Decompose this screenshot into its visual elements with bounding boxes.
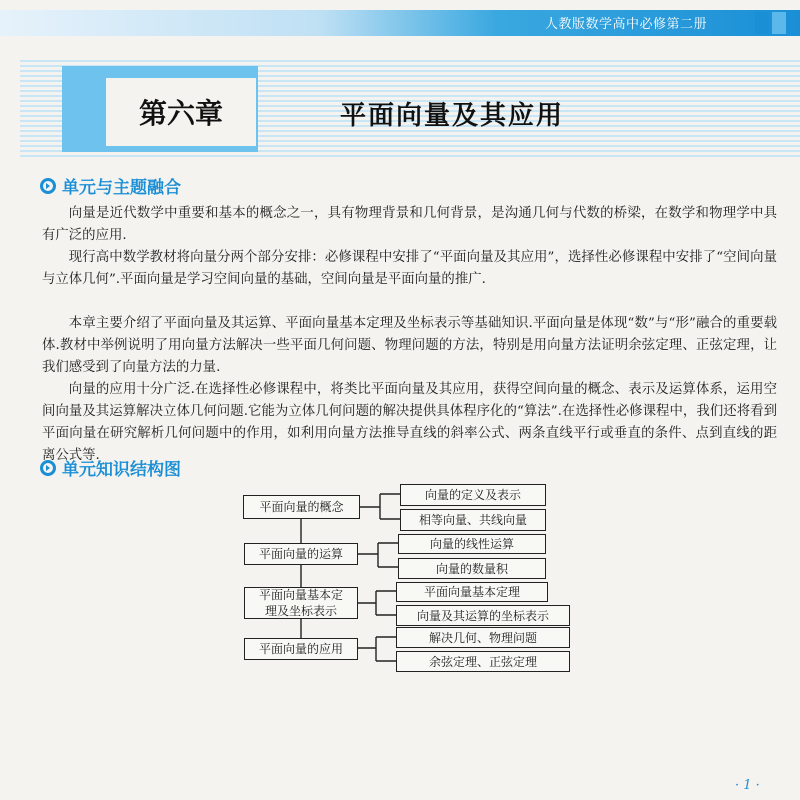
sub-node: 解决几何、物理问题	[396, 627, 570, 648]
main-node: 平面向量基本定理及坐标表示	[244, 587, 358, 619]
book-title: 人教版数学高中必修第二册	[545, 17, 708, 32]
sub-node: 向量的定义及表示	[400, 484, 546, 506]
sub-node: 平面向量基本定理	[396, 582, 548, 602]
sub-node: 向量的线性运算	[398, 534, 546, 554]
chapter-title: 平面向量及其应用	[340, 101, 565, 131]
sub-node: 向量及其运算的坐标表示	[396, 605, 570, 626]
paragraph: 向量的应用十分广泛.在选择性必修课程中，将类比平面向量及其应用，获得空间向量的概念、表示及运算体系，运用空间向量及其运算解决立体几何问题.它能为立体几何问题的解决提供具体程序化的“算法”.在选择性必修课程中，我们还将看到平面向量在研究解析几何问题中的作用，如利用向量方法推导直线的斜率公式、两条直线平行或垂直的条件、点到直线的距离公式等.	[42, 382, 777, 464]
page-number: · 1 ·	[735, 778, 760, 793]
sub-node: 向量的数量积	[398, 558, 546, 579]
main-node: 平面向量的应用	[244, 638, 358, 660]
main-node: 平面向量的概念	[243, 495, 360, 519]
main-node: 平面向量的运算	[244, 543, 358, 565]
sub-node: 相等向量、共线向量	[400, 509, 546, 531]
section-heading-text: 单元知识结构图	[62, 460, 181, 480]
sub-node: 余弦定理、正弦定理	[396, 651, 570, 672]
paragraph: 现行高中数学教材将向量分两个部分安排：必修课程中安排了“平面向量及其应用”，选择性必修课程中安排了“空间向量与立体几何”.平面向量是学习空间向量的基础，空间向量是平面向量的推广.	[42, 250, 777, 288]
chapter-label: 第六章	[138, 97, 223, 130]
section-heading-text: 单元与主题融合	[62, 178, 181, 198]
paragraph: 本章主要介绍了平面向量及其运算、平面向量基本定理及坐标表示等基础知识.平面向量是体现“数”与“形”融合的重要载体.教材中举例说明了用向量方法解决一些平面几何问题、物理问题的方法，特别是用向量方法证明余弦定理、正弦定理，让我们感受到了向量方法的力量.	[42, 316, 777, 376]
paragraph: 向量是近代数学中重要和基本的概念之一，具有物理背景和几何背景，是沟通几何与代数的桥梁，在数学和物理学中具有广泛的应用.	[42, 206, 777, 244]
